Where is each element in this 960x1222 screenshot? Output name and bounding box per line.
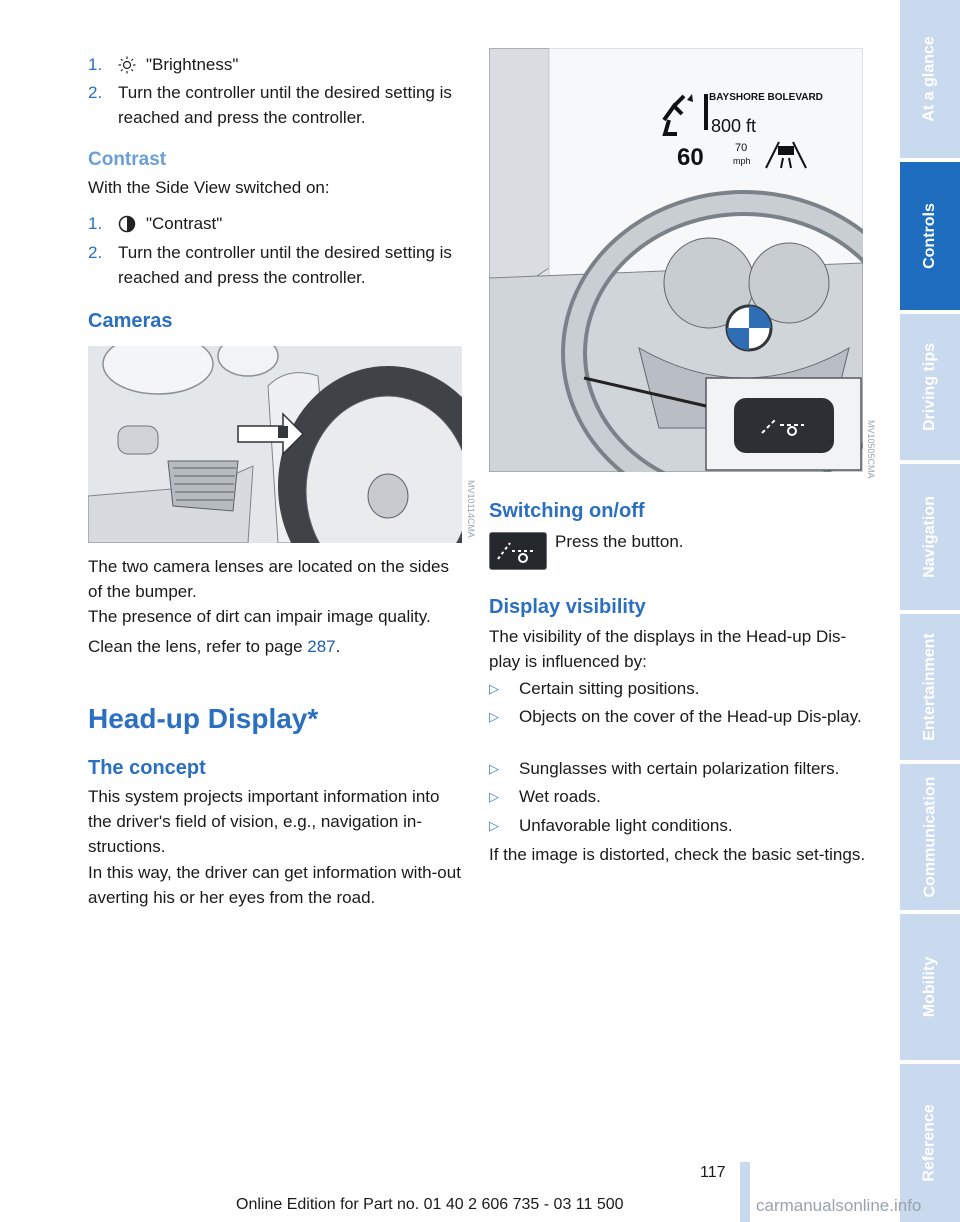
switching-heading: Switching on/off	[489, 500, 645, 522]
bullet-marker: ▷	[489, 681, 499, 696]
bullet-item: ▷ Objects on the cover of the Head-up Dis-play.	[489, 704, 867, 754]
chapter-sidebar	[900, 0, 960, 1222]
site-watermark: carmanualsonline.info	[756, 1196, 922, 1215]
tab-controls[interactable]: Controls	[900, 162, 960, 310]
camera-lens-marker	[278, 426, 288, 438]
page-number: 117	[700, 1164, 726, 1181]
tab-navigation[interactable]: Navigation	[900, 464, 960, 610]
bullet-item: ▷ Sunglasses with certain polarization filters.	[489, 756, 867, 781]
distorted-note: If the image is distorted, check the basic set-tings.	[489, 845, 866, 864]
brightness-label: "Brightness"	[146, 55, 239, 74]
contrast-icon	[118, 215, 136, 233]
brightness-step	[88, 52, 463, 77]
bullet-item: ▷ Wet roads.	[489, 784, 867, 809]
concept-paragraph-1: This system projects important information into the driver's field of vision, e.g., navigation in-structions.	[88, 787, 440, 856]
concept-paragraph-2: In this way, the driver can get information with-out averting his or her eyes from the road.	[88, 863, 461, 907]
dirt-note: The presence of dirt can impair image quality.	[88, 607, 431, 626]
step-number: 1.	[88, 214, 103, 233]
bumper-illustration	[88, 346, 462, 543]
press-button-text: Press the button.	[555, 532, 684, 551]
step-2b	[88, 240, 463, 290]
tab-at-a-glance[interactable]: At a glance	[900, 0, 960, 158]
tab-entertainment[interactable]: Entertainment	[900, 614, 960, 760]
step-number: 1.	[88, 55, 103, 74]
step-number: 2.	[88, 243, 103, 262]
bullet-item: ▷ Certain sitting positions.	[489, 676, 867, 701]
camera-image	[88, 346, 462, 543]
bullet-marker: ▷	[489, 789, 499, 804]
hud-image-code: MV10505CMA	[866, 420, 876, 479]
camera-description: The two camera lenses are located on the sides of the bumper.	[88, 557, 449, 601]
hud-speed-limit: 70	[735, 142, 748, 154]
step-text: Turn the controller until the desired setting is reached and press the controller.	[118, 243, 452, 287]
contrast-intro: With the Side View switched on:	[88, 178, 330, 197]
brightness-icon	[118, 56, 136, 74]
dashboard-illustration	[489, 48, 863, 472]
hud-button[interactable]	[489, 532, 547, 570]
bullet-marker: ▷	[489, 818, 499, 833]
tab-reference[interactable]: Reference	[900, 1064, 960, 1222]
hud-speed: 60	[677, 144, 704, 171]
contrast-heading: Contrast	[88, 149, 167, 170]
edition-line: Online Edition for Part no. 01 40 2 606 735 - 03 11 500	[236, 1196, 624, 1213]
contrast-label: "Contrast"	[146, 214, 223, 233]
visibility-intro: The visibility of the displays in the Head-up Dis-play is influenced by:	[489, 627, 847, 671]
step-2a	[88, 80, 463, 130]
hud-button-icon	[490, 533, 546, 569]
hud-street-name: BAYSHORE BOLEVARD	[709, 92, 823, 103]
step-text: Turn the controller until the desired setting is reached and press the controller.	[118, 83, 452, 127]
page-indicator-bar	[740, 1162, 750, 1222]
bullet-marker: ▷	[489, 709, 499, 724]
bullet-item: ▷ Unfavorable light conditions.	[489, 813, 867, 838]
lane-departure-icon	[761, 140, 811, 170]
hud-button-icon	[754, 411, 814, 441]
tab-driving-tips[interactable]: Driving tips	[900, 314, 960, 460]
camera-image-code: MV10114CMA	[466, 480, 476, 538]
contrast-step	[88, 211, 463, 236]
hud-image	[489, 48, 863, 472]
clean-lens-note: Clean the lens, refer to page 287.	[88, 637, 341, 656]
page-link-287[interactable]: 287	[307, 637, 336, 656]
hud-distance: 800 ft	[711, 116, 757, 136]
hud-heading: Head-up Display*	[88, 703, 319, 734]
bullet-marker: ▷	[489, 761, 499, 776]
tab-communication[interactable]: Communication	[900, 764, 960, 910]
concept-heading: The concept	[88, 757, 206, 779]
visibility-heading: Display visibility	[489, 596, 646, 618]
step-number: 2.	[88, 83, 103, 102]
hud-speed-unit: mph	[733, 156, 751, 166]
tab-mobility[interactable]: Mobility	[900, 914, 960, 1060]
cameras-heading: Cameras	[88, 310, 173, 332]
